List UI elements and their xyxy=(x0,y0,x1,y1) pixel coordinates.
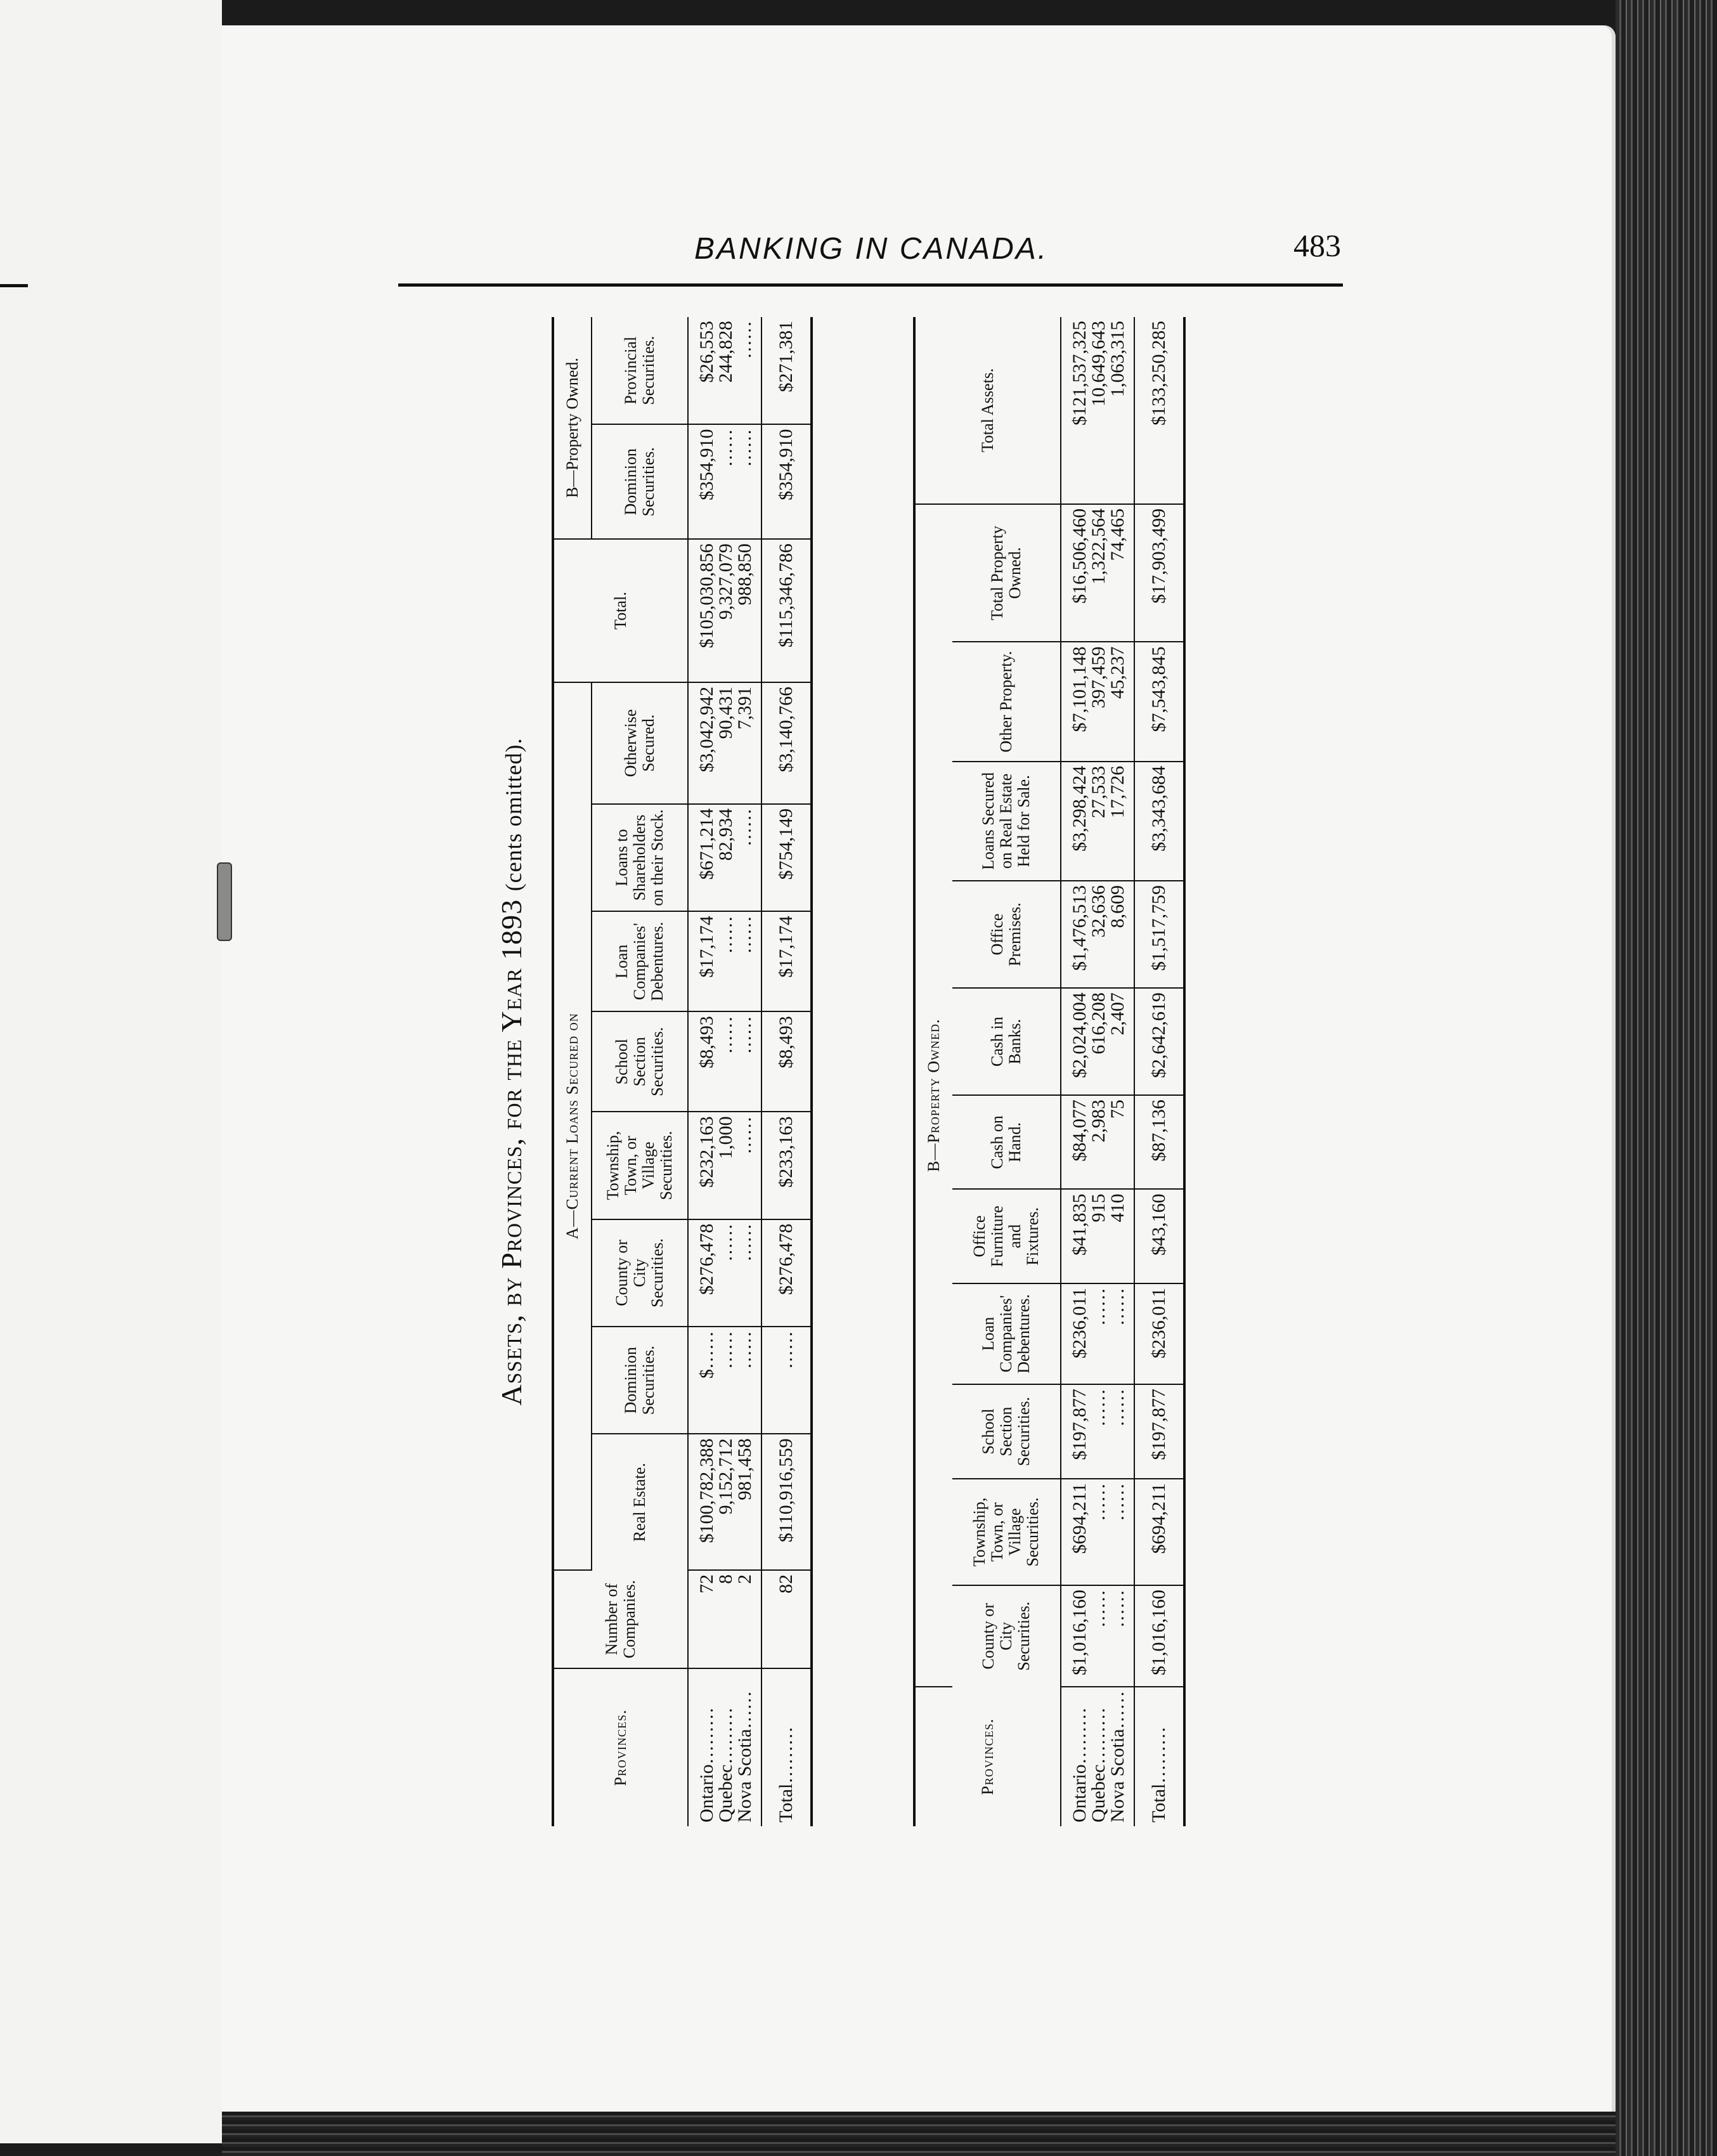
total-loan-debentures: $236,011 xyxy=(1134,1283,1184,1384)
total-otherwise: $3,140,766 xyxy=(761,682,812,804)
total-shareholders: $754,149 xyxy=(761,804,812,911)
value: …… xyxy=(734,429,755,467)
value: …… xyxy=(734,1331,755,1370)
col-furniture: Office Furniture and Fixtures. xyxy=(952,1190,1061,1283)
cell-province xyxy=(1061,1687,1134,1826)
value: 988,850 xyxy=(734,543,755,606)
value: $197,877 xyxy=(1069,1388,1090,1460)
col-prop-dominion: Dominion Securities. xyxy=(592,424,688,539)
col-shareholders: Loans to Shareholders on their Stock. xyxy=(592,804,688,911)
value: 397,459 xyxy=(1088,646,1109,708)
value: …… xyxy=(734,916,755,954)
value: 2,983 xyxy=(1088,1100,1109,1143)
cell-otherwise xyxy=(688,682,761,804)
table-total-row xyxy=(1134,317,1184,1826)
total-prop-provincial: $271,381 xyxy=(761,317,812,424)
total-cash-banks: $2,642,619 xyxy=(1134,988,1184,1095)
total-total-property: $17,903,499 xyxy=(1134,504,1184,642)
value: 616,208 xyxy=(1088,992,1109,1055)
col-cash-hand: Cash on Hand. xyxy=(952,1095,1061,1189)
cell-province xyxy=(688,1668,761,1826)
cell-dominion xyxy=(688,1327,761,1434)
value: …… xyxy=(734,808,755,847)
value: $7,101,148 xyxy=(1069,646,1090,732)
table-row xyxy=(688,317,761,1826)
value: …… xyxy=(715,429,736,467)
total-label: Total……… xyxy=(761,1668,812,1826)
col-total-property: Total Property Owned. xyxy=(952,504,1061,642)
value: …… xyxy=(1088,1590,1109,1628)
value: 1,063,315 xyxy=(1107,321,1128,397)
value: $232,163 xyxy=(696,1116,717,1188)
province-quebec: Quebec……… xyxy=(1088,1707,1109,1822)
col-school: School Section Securities. xyxy=(592,1011,688,1112)
value: …… xyxy=(715,1331,736,1370)
value: $…… xyxy=(696,1331,717,1379)
value: $3,042,942 xyxy=(696,686,717,772)
value: …… xyxy=(1107,1483,1128,1521)
value: $16,506,460 xyxy=(1069,508,1090,604)
value: …… xyxy=(734,1223,755,1262)
cell-prop-provincial xyxy=(688,317,761,424)
value: 72 xyxy=(696,1574,717,1594)
total-real-estate: $110,916,559 xyxy=(761,1434,812,1570)
value: …… xyxy=(1107,1590,1128,1628)
value: $671,214 xyxy=(696,808,717,880)
col-prop-provincial: Provincial Securities. xyxy=(592,317,688,424)
value: $276,478 xyxy=(696,1223,717,1296)
value: $100,782,388 xyxy=(696,1438,717,1543)
total-companies: 82 xyxy=(761,1570,812,1668)
value: $236,011 xyxy=(1069,1287,1090,1359)
value: $3,298,424 xyxy=(1069,765,1090,852)
value: 45,237 xyxy=(1107,646,1128,699)
page-edges xyxy=(1616,0,1717,2156)
cell-total xyxy=(688,539,761,682)
value: 1,322,564 xyxy=(1088,508,1109,585)
total-furniture: $43,160 xyxy=(1134,1190,1184,1283)
col-township: Township, Town, or Village Securities. xyxy=(952,1479,1061,1585)
province-ontario: Ontario……… xyxy=(696,1707,717,1822)
value: $26,553 xyxy=(696,321,717,383)
table-total-row xyxy=(761,317,812,1826)
col-loan-debentures: Loan Companies' Debentures. xyxy=(592,911,688,1011)
cell-school xyxy=(688,1011,761,1112)
value: 410 xyxy=(1107,1193,1128,1223)
value: 10,649,643 xyxy=(1088,321,1109,406)
value: 8 xyxy=(715,1574,736,1584)
cell-county xyxy=(688,1219,761,1327)
cell-cash-hand xyxy=(1061,1095,1134,1189)
value: …… xyxy=(715,1016,736,1055)
cell-total-property xyxy=(1061,504,1134,642)
table-b-group-row xyxy=(914,317,952,1826)
title-note: (cents omitted). xyxy=(501,737,526,892)
value: …… xyxy=(734,1016,755,1055)
col-real-estate: Real Estate. xyxy=(592,1434,688,1570)
total-cash-hand: $87,136 xyxy=(1134,1095,1184,1189)
total-prop-dominion: $354,910 xyxy=(761,424,812,539)
total-premises: $1,517,759 xyxy=(1134,881,1184,988)
value: 981,458 xyxy=(734,1438,755,1500)
value: $84,077 xyxy=(1069,1100,1090,1162)
col-other: Other Property. xyxy=(952,642,1061,762)
value: 90,431 xyxy=(715,686,736,739)
province-quebec: Quebec……… xyxy=(715,1707,736,1822)
value: 82,934 xyxy=(715,808,736,861)
value: $105,030,856 xyxy=(696,543,717,649)
total-dominion: …… xyxy=(761,1327,812,1434)
page-bottom-edges xyxy=(222,2112,1616,2156)
cell-real-estate-sale xyxy=(1061,762,1134,881)
total-county: $276,478 xyxy=(761,1219,812,1327)
value: …… xyxy=(1107,1287,1128,1326)
left-page-rule xyxy=(0,284,28,287)
total-loan-debentures: $17,174 xyxy=(761,911,812,1011)
value: …… xyxy=(1088,1483,1109,1521)
cell-real-estate xyxy=(688,1434,761,1570)
cell-companies xyxy=(688,1570,761,1668)
value: 2 xyxy=(734,1574,755,1584)
value: $8,493 xyxy=(696,1016,717,1068)
col-premises: Office Premises. xyxy=(952,881,1061,988)
col-companies: Number of Companies. xyxy=(553,1570,688,1668)
total-label: Total……… xyxy=(1134,1687,1184,1826)
col-real-estate-sale: Loans Secured on Real Estate Held for Sale. xyxy=(952,762,1061,881)
table-property-owned xyxy=(913,317,1186,1826)
cell-total-assets xyxy=(1061,317,1134,504)
col-cash-banks: Cash in Banks. xyxy=(952,988,1061,1095)
value: $354,910 xyxy=(696,429,717,500)
value: $121,537,325 xyxy=(1069,321,1090,425)
value: $41,835 xyxy=(1069,1193,1090,1256)
value: …… xyxy=(734,321,755,359)
total-township: $233,163 xyxy=(761,1112,812,1219)
value: $694,211 xyxy=(1069,1483,1090,1554)
value: 17,726 xyxy=(1107,765,1128,819)
province-ontario: Ontario……… xyxy=(1069,1707,1090,1822)
value: 75 xyxy=(1107,1100,1128,1119)
value: 9,152,712 xyxy=(715,1438,736,1515)
total-real-estate-sale: $3,343,684 xyxy=(1134,762,1184,881)
col-county: County or City Securities. xyxy=(592,1219,688,1327)
table-a-group-row xyxy=(553,317,592,1826)
value: $1,016,160 xyxy=(1069,1590,1090,1676)
cell-cash-banks xyxy=(1061,988,1134,1095)
col-school: School Section Securities. xyxy=(952,1384,1061,1479)
rotated-table-block xyxy=(495,317,1255,1826)
cell-township xyxy=(1061,1479,1134,1585)
value: …… xyxy=(734,1116,755,1155)
value: …… xyxy=(1107,1388,1128,1427)
value: …… xyxy=(1088,1287,1109,1326)
cell-school xyxy=(1061,1384,1134,1479)
value: 9,327,079 xyxy=(715,543,736,620)
table-title xyxy=(495,317,533,1826)
value: 32,636 xyxy=(1088,885,1109,938)
table-row xyxy=(1061,317,1134,1826)
value: $2,024,004 xyxy=(1069,992,1090,1079)
group-property-owned: B—Property Owned. xyxy=(553,317,592,539)
total-township: $694,211 xyxy=(1134,1479,1184,1585)
binding-clip xyxy=(217,862,232,941)
col-provinces: Provinces. xyxy=(914,1687,1061,1826)
total-total: $115,346,786 xyxy=(761,539,812,682)
value: 74,465 xyxy=(1107,508,1128,561)
cell-loan-debentures xyxy=(688,911,761,1011)
value: 1,000 xyxy=(715,1116,736,1159)
province-nova-scotia: Nova Scotia…… xyxy=(1107,1691,1128,1822)
cell-county xyxy=(1061,1585,1134,1687)
col-township: Township, Town, or Village Securities. xyxy=(592,1112,688,1219)
cell-shareholders xyxy=(688,804,761,911)
cell-loan-debentures xyxy=(1061,1283,1134,1384)
province-nova-scotia: Nova Scotia…… xyxy=(734,1691,755,1822)
cell-township xyxy=(688,1112,761,1219)
table-current-loans xyxy=(552,317,813,1826)
group-property-owned: B—Property Owned. xyxy=(914,504,952,1687)
page-number: 483 xyxy=(1293,228,1341,263)
col-loan-debentures: Loan Companies' Debentures. xyxy=(952,1283,1061,1384)
total-school: $8,493 xyxy=(761,1011,812,1112)
value: …… xyxy=(1088,1388,1109,1427)
running-head: BANKING IN CANADA. xyxy=(694,232,1049,266)
cell-other xyxy=(1061,642,1134,762)
head-rule xyxy=(398,283,1343,287)
col-provinces: Provinces. xyxy=(553,1668,688,1826)
cell-premises xyxy=(1061,881,1134,988)
col-total-assets: Total Assets. xyxy=(914,317,1061,504)
value: 2,407 xyxy=(1107,992,1128,1036)
col-otherwise: Otherwise Secured. xyxy=(592,682,688,804)
value: $17,174 xyxy=(696,916,717,978)
table-b-header-row xyxy=(952,317,1061,1826)
left-page xyxy=(0,0,222,2143)
value: 915 xyxy=(1088,1193,1109,1223)
cell-prop-dominion xyxy=(688,424,761,539)
col-county: County or City Securities. xyxy=(952,1585,1061,1687)
value: …… xyxy=(715,1223,736,1262)
col-dominion: Dominion Securities. xyxy=(592,1327,688,1434)
total-other: $7,543,845 xyxy=(1134,642,1184,762)
group-current-loans: A—Current Loans Secured on xyxy=(553,682,592,1570)
value: 7,391 xyxy=(734,686,755,730)
cell-furniture xyxy=(1061,1190,1134,1283)
total-total-assets: $133,250,285 xyxy=(1134,317,1184,504)
value: $1,476,513 xyxy=(1069,885,1090,971)
value: 244,828 xyxy=(715,321,736,383)
title-main: Assets, by Provinces, for the Year 1893 xyxy=(495,899,528,1406)
value: 8,609 xyxy=(1107,885,1128,928)
value: 27,533 xyxy=(1088,765,1109,819)
value: …… xyxy=(715,916,736,954)
total-school: $197,877 xyxy=(1134,1384,1184,1479)
col-total: Total. xyxy=(553,539,688,682)
total-county: $1,016,160 xyxy=(1134,1585,1184,1687)
